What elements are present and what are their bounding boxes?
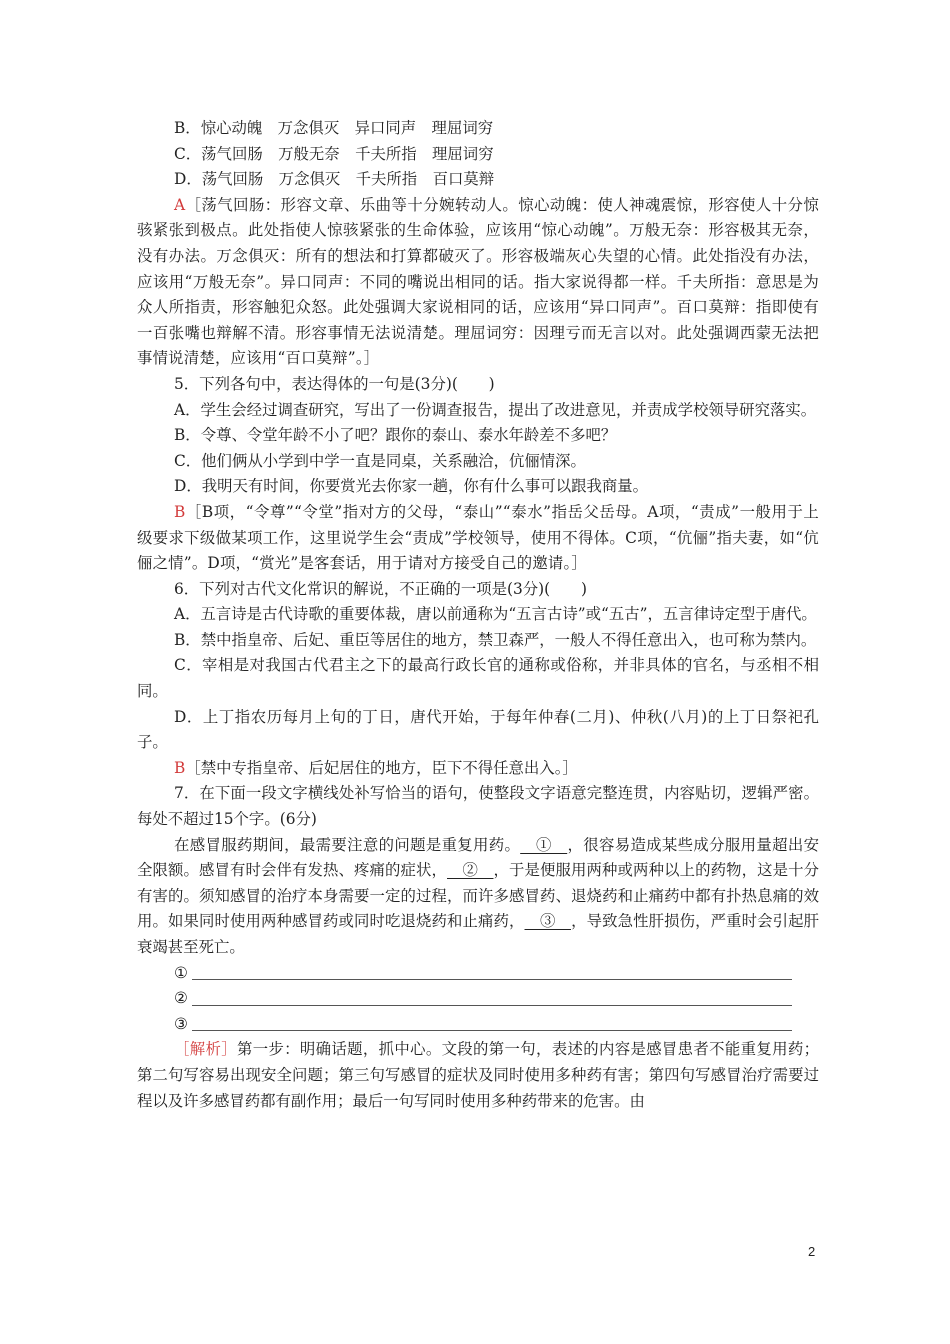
- q6-explanation: ［禁中专指皇帝、后妃居住的地方，臣下不得任意出入。］: [185, 758, 578, 777]
- q6-answer-block: [137, 756, 819, 782]
- document-body: [137, 116, 819, 1114]
- q7-passage-part-3: ，于是便服用两种或两种以上的药物，这是十分有害的。须知感冒的治疗本身需要一定的过程，而许多感冒药、退烧药和止痛药中都有扑热息痛的效用。如果同时使用两种感冒药或同时吃退烧药和止痛药，: [137, 861, 819, 931]
- answer-line-rule: [192, 979, 792, 980]
- blank-2: __②__: [447, 861, 494, 880]
- q7-passage-part-2: ，很容易造成某些成分服用量超出安全限额。感冒有时会伴有发热、疼痛的症状，: [137, 835, 819, 880]
- analysis-tag: ［解析］: [174, 1040, 237, 1059]
- q5-option-c: C．他们俩从小学到中学一直是同桌，关系融洽，伉俪情深。: [174, 451, 586, 470]
- q5-option-b: B．令尊、令堂年龄不小了吧？跟你的泰山、泰水年龄差不多吧？: [174, 426, 617, 445]
- q6-option-b: B．禁中指皇帝、后妃、重臣等居住的地方，禁卫森严，一般人不得任意出入，也可称为禁内。: [174, 630, 817, 649]
- blank-3: __③__: [524, 912, 571, 931]
- answer-line-label: ①: [174, 963, 188, 982]
- q4-answer: A: [174, 195, 186, 214]
- q7-passage-part-1: 在感冒服药期间，最需要注意的问题是重复用药。: [174, 835, 521, 854]
- q6-option-c: C．宰相是对我国古代君主之下的最高行政长官的通称或俗称，并非具体的官名，与丞相不相同。: [137, 656, 819, 701]
- q4-answer-block: [137, 193, 819, 372]
- q5-explanation: ［B项，“令尊”“令堂”指对方的父母，“泰山”“泰水”指岳父岳母。A项，“责成”一般用于上级要求下级做某项工作，这里说学生会“责成”学校领导，使用不得体。C项，“伉俪”指夫妻，如“伉俪之情”。D项，“赏光”是客套话，用于请对方接受自己的邀请。］: [137, 502, 819, 573]
- q5-stem: 5．下列各句中，表达得体的一句是(3分)( ): [174, 374, 495, 393]
- q5-answer: B: [174, 502, 186, 521]
- q6-option-a: A．五言诗是古代诗歌的重要体裁，唐以前通称为“五言古诗”或“五古”，五言律诗定型于唐代。: [174, 605, 817, 624]
- q4-option-c: C．荡气回肠 万般无奈 千夫所指 理屈词穷: [174, 144, 494, 163]
- q4-option-b: B．惊心动魄 万念俱灭 异口同声 理屈词穷: [174, 119, 494, 137]
- q6-stem: 6．下列对古代文化常识的解说，不正确的一项是(3分)( ): [174, 579, 587, 598]
- analysis-text: 第一步：明确话题，抓中心。文段的第一句，表述的内容是感冒患者不能重复用药；第二句写容易出现安全问题；第三句写感冒的症状及同时使用多种药有害；第四句写感冒治疗需要过程以及许多感冒药都有副作用；最后一句写同时使用多种药带来的危害。由: [137, 1040, 819, 1110]
- q4-explanation: ［荡气回肠：形容文章、乐曲等十分婉转动人。惊心动魄：使人神魂震惊，形容使人十分惊骇紧张到极点。此处指使人惊骇紧张的生命体验，应该用“惊心动魄”。万般无奈：形容极其无奈，没有办法。万念俱灭：所有的想法和打算都破灭了。形容极端灰心失望的心情。此处指没有办法，应该用“万般无奈”。异口同声：不同的嘴说出相同的话。指大家说得都一样。千夫所指：意思是为众人所指责，形容触犯众怒。此处强调大家说相同的话，应该用“异口同声”。百口莫辩：指即使有一百张嘴也辩解不清。形容事情无法说清楚。理屈词穷：因理亏而无言以对。此处强调西蒙无法把事情说清楚，应该用“百口莫辩”。］: [137, 195, 819, 368]
- answer-line-label: ③: [174, 1014, 188, 1033]
- answer-line-1[interactable]: [137, 961, 819, 987]
- q7-passage: [137, 833, 819, 961]
- answer-line-rule: [192, 1030, 792, 1031]
- answer-line-3[interactable]: [137, 1012, 819, 1038]
- q5-option-a: A．学生会经过调查研究，写出了一份调查报告，提出了改进意见，并责成学校领导研究落实。: [174, 400, 817, 419]
- answer-line-rule: [192, 1005, 792, 1006]
- page-number: 2: [808, 1244, 816, 1259]
- q6-answer: B: [174, 758, 186, 777]
- q4-option-d: D．荡气回肠 万念俱灭 千夫所指 百口莫辩: [174, 170, 495, 189]
- blank-1: __①__: [520, 835, 568, 854]
- q5-answer-block: [137, 500, 819, 577]
- q6-option-d: D．上丁指农历每月上旬的丁日，唐代开始，于每年仲春(二月)、仲秋(八月)的上丁日祭祀孔子。: [137, 707, 819, 752]
- q7-analysis-block: [137, 1037, 819, 1114]
- q7-passage-part-4: ，导致急性肝损伤，严重时会引起肝衰竭甚至死亡。: [137, 912, 819, 956]
- q7-stem: 7．在下面一段文字横线处补写恰当的语句，使整段文字语意完整连贯，内容贴切，逻辑严密。每处不超过15个字。(6分): [137, 784, 819, 829]
- answer-line-label: ②: [174, 989, 188, 1008]
- answer-line-2[interactable]: [137, 986, 819, 1012]
- q5-option-d: D．我明天有时间，你要赏光去你家一趟，你有什么事可以跟我商量。: [174, 477, 649, 496]
